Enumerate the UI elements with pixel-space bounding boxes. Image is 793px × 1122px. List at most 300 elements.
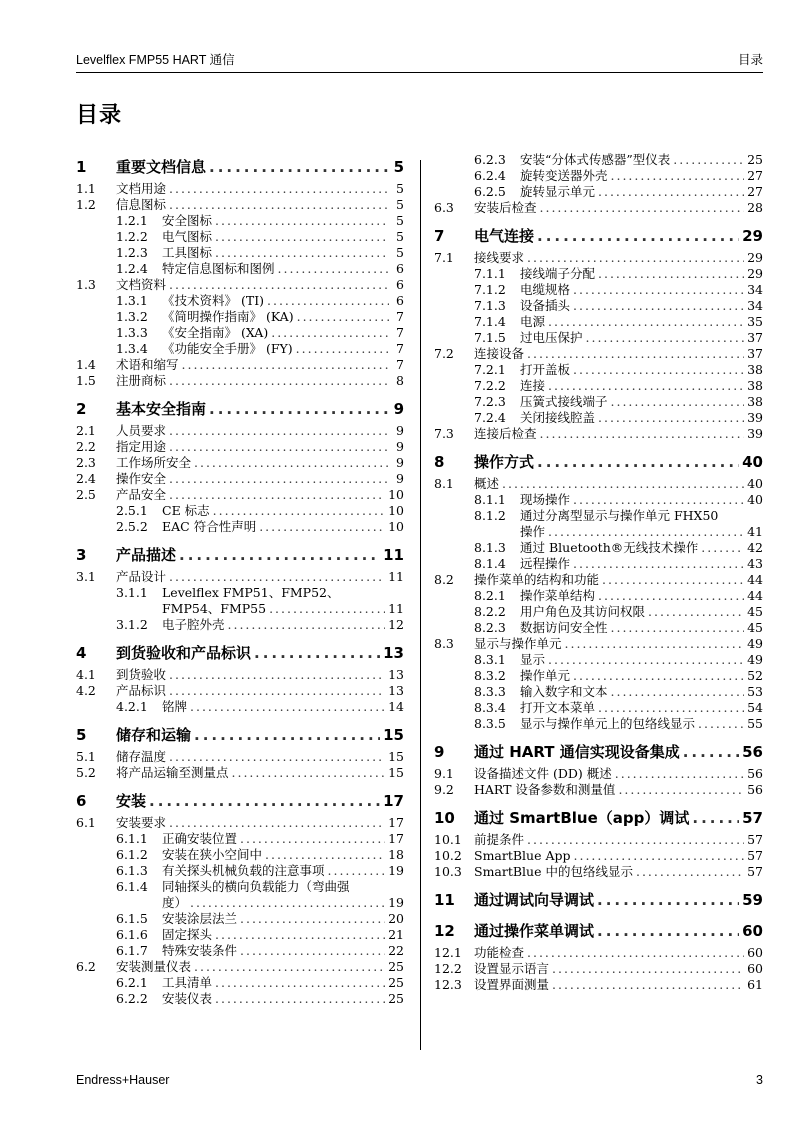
toc-entry-title: 旋转变送器外壳 (520, 168, 608, 183)
toc-leader-dots (502, 476, 744, 492)
toc-entry[interactable] (76, 213, 404, 229)
toc-entry-title: 安全图标 (162, 213, 213, 228)
toc-left-column (76, 150, 404, 1007)
toc-entry-number: 9.1 (434, 766, 454, 781)
toc-entry-number: 7 (434, 227, 445, 245)
toc-entry[interactable] (76, 831, 404, 847)
toc-entry-title: 电气连接 (474, 227, 535, 245)
toc-entry-number: 2.5 (76, 487, 96, 502)
toc-entry-title: 特殊安装条件 (162, 943, 238, 958)
toc-entry[interactable] (76, 927, 404, 943)
toc-entry[interactable] (76, 503, 404, 519)
toc-entry-title: 功能检查 (474, 945, 525, 960)
toc-leader-dots (618, 782, 744, 798)
toc-entry-title: 接线要求 (474, 250, 525, 265)
toc-entry-title: FMP54、FMP55 (162, 601, 267, 616)
toc-entry-number: 7.1.3 (474, 298, 506, 313)
toc-chapter-entry[interactable] (434, 741, 763, 763)
toc-leader-dots (598, 410, 744, 426)
toc-entry-title: 通过调试向导调试 (474, 891, 595, 909)
toc-entry-title: 同轴探头的横向负载能力（弯曲强 (162, 879, 350, 894)
toc-entry-number: 4 (76, 644, 87, 662)
toc-entry-number: 8.1.3 (474, 540, 506, 555)
toc-entry-number: 2.5.1 (116, 503, 148, 518)
toc-page-number: 56 (742, 743, 763, 761)
toc-entry-number: 12.3 (434, 977, 462, 992)
toc-leader-dots (254, 642, 380, 664)
toc-entry-number: 12.1 (434, 945, 462, 960)
toc-entry-number: 1.3.4 (116, 341, 148, 356)
toc-leader-dots (194, 455, 389, 471)
toc-leader-dots (683, 741, 739, 763)
toc-page-number: 9 (393, 400, 404, 418)
toc-entry[interactable] (434, 378, 763, 394)
toc-entry-title: CE 标志 (162, 503, 210, 518)
toc-entry[interactable] (76, 373, 404, 389)
toc-leader-dots (611, 620, 745, 636)
toc-entry[interactable] (434, 410, 763, 426)
toc-page-number: 19 (388, 895, 404, 910)
toc-leader-dots (673, 152, 744, 168)
toc-entry-title: 压簧式接线端子 (520, 394, 608, 409)
toc-entry-title: 产品标识 (116, 683, 167, 698)
header-divider (76, 72, 763, 73)
toc-leader-dots (194, 724, 380, 746)
toc-entry-number: 6.2.1 (116, 975, 148, 990)
toc-entry-title: 打开文本菜单 (520, 700, 596, 715)
toc-chapter-entry[interactable] (76, 398, 404, 420)
toc-page-number: 19 (388, 863, 404, 878)
toc-entry-number: 6.1.7 (116, 943, 148, 958)
toc-entry-title: 工具图标 (162, 245, 213, 260)
toc-leader-dots (297, 309, 389, 325)
toc-entry-number: 6.2 (76, 959, 96, 974)
toc-page-number: 28 (747, 200, 763, 215)
toc-entry[interactable] (434, 152, 763, 168)
toc-leader-dots (169, 815, 385, 831)
toc-leader-dots (597, 889, 739, 911)
toc-leader-dots (552, 961, 744, 977)
toc-entry[interactable] (434, 314, 763, 330)
toc-entry[interactable] (434, 945, 763, 961)
toc-leader-dots (182, 357, 389, 373)
toc-leader-dots (169, 683, 385, 699)
toc-entry[interactable] (434, 476, 763, 492)
toc-entry[interactable] (76, 601, 404, 617)
toc-leader-dots (169, 569, 385, 585)
toc-entry[interactable] (76, 341, 404, 357)
toc-entry-number: 8.3.2 (474, 668, 506, 683)
toc-leader-dots (574, 848, 745, 864)
toc-page-number: 12 (388, 617, 404, 632)
toc-entry[interactable] (76, 455, 404, 471)
toc-leader-dots (169, 487, 385, 503)
toc-leader-dots (598, 266, 744, 282)
toc-page-number: 10 (388, 519, 404, 534)
toc-leader-dots (215, 927, 385, 943)
toc-entry[interactable] (434, 524, 763, 540)
toc-entry-title: 显示与操作单元上的包络线显示 (520, 716, 696, 731)
toc-page-number: 35 (747, 314, 763, 329)
toc-entry[interactable] (76, 277, 404, 293)
toc-entry-number: 2.3 (76, 455, 96, 470)
toc-leader-dots (232, 765, 386, 781)
toc-entry[interactable] (434, 492, 763, 508)
toc-entry[interactable] (76, 699, 404, 715)
toc-entry-title: 铭牌 (162, 699, 188, 714)
toc-entry[interactable] (76, 879, 404, 895)
toc-entry-title: 通过操作菜单调试 (474, 922, 595, 940)
toc-entry-title: 固定探头 (162, 927, 213, 942)
toc-entry[interactable] (76, 975, 404, 991)
toc-entry[interactable] (434, 700, 763, 716)
toc-page-number: 60 (747, 945, 763, 960)
toc-entry[interactable] (434, 832, 763, 848)
toc-entry[interactable] (76, 617, 404, 633)
toc-leader-dots (259, 519, 385, 535)
toc-leader-dots (597, 920, 739, 942)
toc-page-number: 17 (388, 831, 404, 846)
toc-leader-dots (598, 184, 744, 200)
toc-entry-number: 8.3.1 (474, 652, 506, 667)
toc-entry-title: 《功能安全手册》 (FY) (162, 341, 293, 356)
toc-page-number: 57 (747, 864, 763, 879)
toc-entry-title: 《简明操作指南》 (KA) (162, 309, 294, 324)
toc-entry[interactable] (76, 245, 404, 261)
toc-entry[interactable] (434, 508, 763, 524)
toc-entry[interactable] (434, 668, 763, 684)
toc-leader-dots (565, 636, 745, 652)
toc-entry[interactable] (76, 471, 404, 487)
toc-entry-number: 7.3 (434, 426, 454, 441)
toc-page-number: 52 (747, 668, 763, 683)
toc-entry-number: 6.1.6 (116, 927, 148, 942)
toc-leader-dots (296, 341, 389, 357)
toc-leader-dots (611, 684, 745, 700)
toc-entry[interactable] (76, 197, 404, 213)
toc-page-number: 25 (747, 152, 763, 167)
toc-page-number: 45 (747, 604, 763, 619)
toc-page-number: 29 (742, 227, 763, 245)
toc-entry-number: 7.1.5 (474, 330, 506, 345)
toc-entry[interactable] (434, 330, 763, 346)
toc-entry-title: 旋转显示单元 (520, 184, 596, 199)
toc-entry[interactable] (76, 943, 404, 959)
toc-entry-title: 显示与操作单元 (474, 636, 562, 651)
toc-entry-title: 注册商标 (116, 373, 167, 388)
toc-entry-number: 12.2 (434, 961, 462, 976)
toc-entry[interactable] (76, 357, 404, 373)
toc-entry-number: 1.2.2 (116, 229, 148, 244)
toc-entry[interactable] (76, 293, 404, 309)
toc-chapter-entry[interactable] (434, 451, 763, 473)
toc-entry-title: 操作方式 (474, 453, 535, 471)
toc-entry[interactable] (434, 604, 763, 620)
toc-leader-dots (169, 197, 389, 213)
toc-leader-dots (527, 945, 744, 961)
toc-page-number: 14 (388, 699, 404, 714)
toc-entry-number: 4.2.1 (116, 699, 148, 714)
toc-entry[interactable] (434, 250, 763, 266)
toc-entry-title: 有关探头机械负载的注意事项 (162, 863, 325, 878)
toc-entry-number: 10.3 (434, 864, 462, 879)
toc-entry[interactable] (76, 261, 404, 277)
toc-leader-dots (240, 943, 385, 959)
toc-entry-number: 6.3 (434, 200, 454, 215)
toc-entry[interactable] (76, 895, 404, 911)
toc-entry[interactable] (76, 325, 404, 341)
toc-page-number: 15 (383, 726, 404, 744)
toc-chapter-entry[interactable] (76, 790, 404, 812)
toc-page-number: 7 (396, 341, 404, 356)
toc-entry[interactable] (434, 168, 763, 184)
toc-leader-dots (149, 790, 380, 812)
toc-leader-dots (598, 700, 744, 716)
toc-page-number: 6 (396, 293, 404, 308)
toc-entry[interactable] (434, 652, 763, 668)
toc-leader-dots (548, 524, 744, 540)
toc-entry[interactable] (434, 362, 763, 378)
toc-entry-number: 7.1 (434, 250, 454, 265)
toc-entry[interactable] (434, 684, 763, 700)
toc-entry[interactable] (434, 636, 763, 652)
toc-entry[interactable] (434, 620, 763, 636)
toc-entry-number: 6.1.2 (116, 847, 148, 862)
document-title: Levelflex FMP55 HART 通信 (76, 53, 235, 67)
toc-entry[interactable] (434, 282, 763, 298)
toc-entry-title: 指定用途 (116, 439, 167, 454)
toc-entry-number: 2.5.2 (116, 519, 148, 534)
toc-chapter-entry[interactable] (434, 225, 763, 247)
toc-entry-title: 数据访问安全性 (520, 620, 608, 635)
toc-entry-title: 电气图标 (162, 229, 213, 244)
toc-leader-dots (648, 604, 744, 620)
toc-page-number: 5 (396, 229, 404, 244)
toc-chapter-entry[interactable] (434, 889, 763, 911)
toc-entry[interactable] (434, 266, 763, 282)
toc-leader-dots (215, 213, 389, 229)
toc-entry-number: 6.1.3 (116, 863, 148, 878)
toc-entry-title: 《技术资料》 (TI) (162, 293, 265, 308)
toc-entry-title: 过电压保护 (520, 330, 583, 345)
toc-entry[interactable] (76, 181, 404, 197)
toc-entry[interactable] (434, 961, 763, 977)
toc-entry[interactable] (434, 782, 763, 798)
toc-entry[interactable] (76, 959, 404, 975)
toc-leader-dots (190, 699, 385, 715)
toc-entry-number: 8.1 (434, 476, 454, 491)
toc-entry-title: 连接设备 (474, 346, 525, 361)
toc-entry-title: 到货验收和产品标识 (116, 644, 252, 662)
toc-page-number: 17 (388, 815, 404, 830)
toc-entry-title: 重要文档信息 (116, 158, 207, 176)
toc-page-number: 39 (747, 426, 763, 441)
toc-entry-number: 6.1.4 (116, 879, 148, 894)
toc-page-number: 40 (747, 476, 763, 491)
toc-chapter-entry[interactable] (76, 156, 404, 178)
toc-entry[interactable] (434, 848, 763, 864)
toc-leader-dots (169, 277, 389, 293)
toc-entry-number: 8.3.4 (474, 700, 506, 715)
toc-entry-title: 安装后检查 (474, 200, 537, 215)
toc-page-number: 45 (747, 620, 763, 635)
toc-entry[interactable] (76, 749, 404, 765)
toc-entry-number: 1.3.3 (116, 325, 148, 340)
toc-entry-number: 6.2.3 (474, 152, 506, 167)
toc-entry[interactable] (76, 519, 404, 535)
toc-chapter-entry[interactable] (76, 642, 404, 664)
toc-leader-dots (209, 398, 389, 420)
toc-entry-number: 5.2 (76, 765, 96, 780)
toc-entry[interactable] (76, 863, 404, 879)
toc-entry-title: EAC 符合性声明 (162, 519, 257, 534)
toc-chapter-entry[interactable] (76, 544, 404, 566)
toc-leader-dots (265, 847, 385, 863)
toc-page-number: 17 (383, 792, 404, 810)
toc-entry-title: 打开盖板 (520, 362, 571, 377)
toc-entry[interactable] (76, 309, 404, 325)
toc-entry[interactable] (434, 200, 763, 216)
toc-entry[interactable] (76, 815, 404, 831)
toc-entry[interactable] (76, 765, 404, 781)
toc-entry[interactable] (76, 991, 404, 1007)
toc-entry[interactable] (434, 716, 763, 732)
toc-entry[interactable] (434, 572, 763, 588)
toc-entry[interactable] (76, 569, 404, 585)
toc-page-number: 7 (396, 357, 404, 372)
toc-entry-title: 储存和运输 (116, 726, 192, 744)
toc-entry[interactable] (434, 540, 763, 556)
toc-entry-number: 8.2.3 (474, 620, 506, 635)
toc-entry-title: 操作 (520, 524, 546, 539)
toc-entry-title: 产品设计 (116, 569, 167, 584)
toc-entry-title: 远程操作 (520, 556, 571, 571)
toc-leader-dots (194, 959, 385, 975)
toc-leader-dots (540, 200, 745, 216)
toc-entry-title: 信息图标 (116, 197, 167, 212)
toc-entry[interactable] (76, 229, 404, 245)
toc-entry-number: 1 (76, 158, 87, 176)
toc-entry-title: 安装要求 (116, 815, 167, 830)
toc-entry-number: 6.2.2 (116, 991, 148, 1006)
toc-entry-number: 1.2.4 (116, 261, 148, 276)
toc-entry-number: 2.2 (76, 439, 96, 454)
toc-leader-dots (537, 225, 739, 247)
toc-entry[interactable] (434, 346, 763, 362)
toc-entry[interactable] (434, 864, 763, 880)
toc-page-number: 41 (747, 524, 763, 539)
toc-entry-number: 3 (76, 546, 87, 564)
toc-page-number: 49 (747, 652, 763, 667)
page-header (76, 48, 763, 70)
toc-entry-number: 12 (434, 922, 455, 940)
toc-entry-number: 7.1.2 (474, 282, 506, 297)
toc-entry[interactable] (434, 298, 763, 314)
toc-chapter-entry[interactable] (76, 724, 404, 746)
toc-leader-dots (213, 503, 385, 519)
toc-entry-number: 7.2 (434, 346, 454, 361)
toc-entry[interactable] (76, 683, 404, 699)
toc-entry-title: 通过 SmartBlue（app）调试 (474, 809, 690, 827)
toc-page-number: 60 (742, 922, 763, 940)
toc-entry-number: 1.3 (76, 277, 96, 292)
toc-entry[interactable] (76, 667, 404, 683)
toc-entry[interactable] (76, 487, 404, 503)
toc-entry-title: 接线端子分配 (520, 266, 596, 281)
toc-entry[interactable] (434, 426, 763, 442)
toc-page-number: 37 (747, 330, 763, 345)
column-divider (420, 160, 421, 1050)
page-title: 目录 (76, 103, 123, 128)
toc-leader-dots (611, 168, 745, 184)
toc-entry[interactable] (434, 556, 763, 572)
toc-leader-dots (573, 298, 744, 314)
toc-page-number: 42 (747, 540, 763, 555)
toc-leader-dots (269, 601, 385, 617)
toc-entry-number: 4.1 (76, 667, 96, 682)
toc-page-number: 53 (747, 684, 763, 699)
toc-leader-dots (278, 261, 389, 277)
toc-entry[interactable] (434, 394, 763, 410)
toc-entry[interactable] (76, 847, 404, 863)
toc-leader-dots (698, 716, 744, 732)
toc-leader-dots (602, 572, 744, 588)
toc-page-number: 38 (747, 362, 763, 377)
toc-leader-dots (552, 977, 744, 993)
toc-page-number: 40 (742, 453, 763, 471)
toc-entry[interactable] (76, 439, 404, 455)
toc-leader-dots (169, 471, 389, 487)
toc-entry-number: 8 (434, 453, 445, 471)
toc-page-number: 49 (747, 636, 763, 651)
toc-entry-number: 8.2 (434, 572, 454, 587)
toc-leader-dots (267, 293, 389, 309)
toc-entry-title: 前提条件 (474, 832, 525, 847)
toc-leader-dots (169, 423, 389, 439)
toc-page-number: 54 (747, 700, 763, 715)
toc-entry[interactable] (434, 766, 763, 782)
toc-entry[interactable] (76, 423, 404, 439)
toc-entry-title: 安装涂层法兰 (162, 911, 238, 926)
toc-page-number: 34 (747, 298, 763, 313)
toc-entry-number: 1.2.1 (116, 213, 148, 228)
toc-page-number: 25 (388, 991, 404, 1006)
toc-entry[interactable] (76, 585, 404, 601)
toc-leader-dots (179, 544, 380, 566)
toc-right-column (434, 152, 763, 993)
toc-entry-title: 电源 (520, 314, 546, 329)
toc-chapter-entry[interactable] (434, 807, 763, 829)
toc-leader-dots (548, 378, 744, 394)
toc-chapter-entry[interactable] (434, 920, 763, 942)
toc-page-number: 10 (388, 503, 404, 518)
toc-entry-number: 8.3.3 (474, 684, 506, 699)
toc-leader-dots (573, 492, 744, 508)
toc-entry-number: 6.2.4 (474, 168, 506, 183)
toc-entry[interactable] (76, 911, 404, 927)
toc-entry-number: 1.2 (76, 197, 96, 212)
toc-entry[interactable] (434, 184, 763, 200)
toc-entry[interactable] (434, 977, 763, 993)
toc-entry[interactable] (434, 588, 763, 604)
toc-page-number: 9 (396, 455, 404, 470)
toc-entry-title: 人员要求 (116, 423, 167, 438)
toc-entry-number: 11 (434, 891, 455, 909)
toc-leader-dots (169, 749, 385, 765)
toc-leader-dots (527, 832, 744, 848)
toc-entry-number: 7.2.2 (474, 378, 506, 393)
toc-entry-number: 7.2.4 (474, 410, 506, 425)
